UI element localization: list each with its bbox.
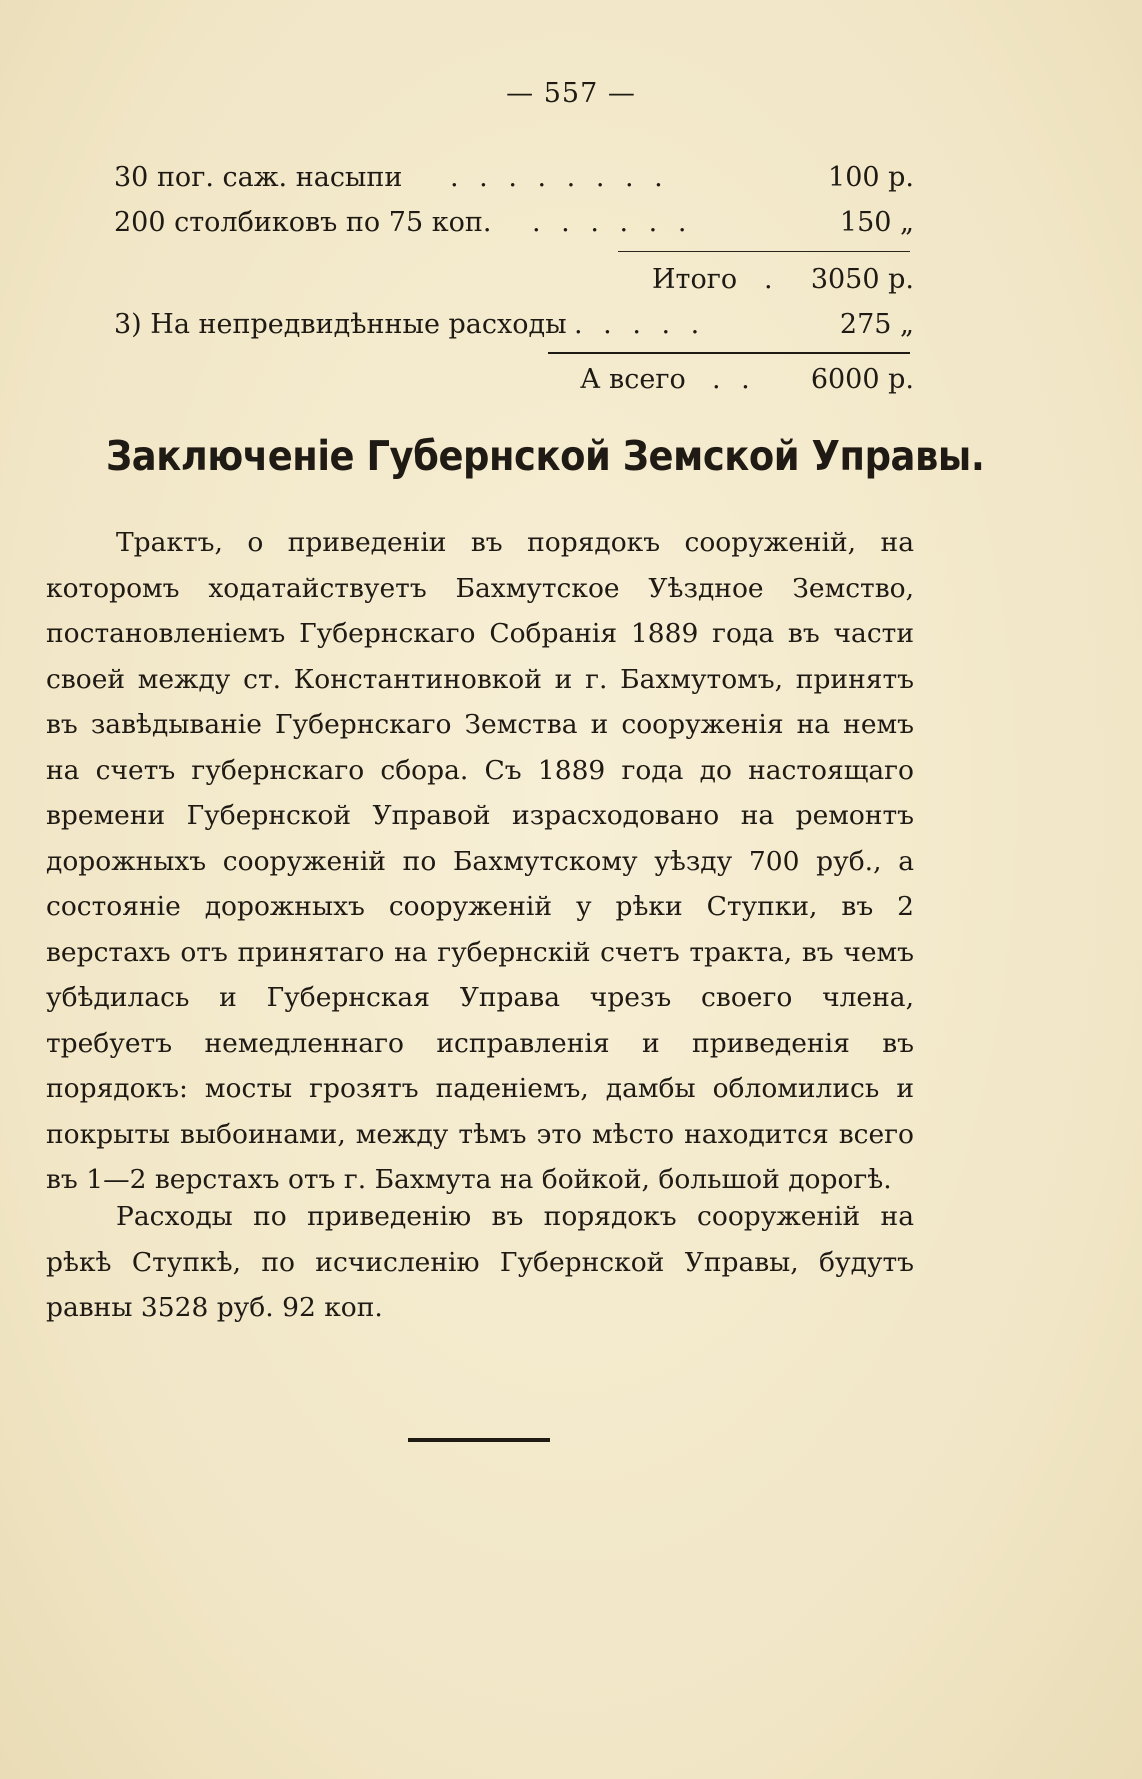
budget-row-dots: . . . . . . . . (450, 162, 669, 193)
paragraph-text: Трактъ, о приведеніи въ порядокъ сооруженій, на которомъ ходатайствуетъ Бахмутское Уѣздное Земство, постановленіемъ Губернскаго Собранія 1889 года въ части своей между ст. Константиновкой и г. Бахмутомъ, принятъ въ завѣдываніе Губернскаго Земства и сооруженія на немъ на счетъ губернскаго сбора. Съ 1889 года до настоящаго времени Губернской Управой израсходовано на ремонтъ дорожныхъ сооруженій по Бахмутскому уѣзду 700 руб., а состояніе дорожныхъ сооруженій у рѣки Ступки, въ 2 верстахъ отъ принятаго на губернскій счетъ тракта, въ чемъ убѣдилась и Губернская Управа чрезъ своего члена, требуетъ немедленнаго исправленія и приведенія въ порядокъ: мосты грозятъ паденіемъ, дамбы обломились и покрыты выбоинами, между тѣмъ это мѣсто находится всего въ 1—2 верстахъ отъ г. Бахмута на бойкой, большой дорогѣ. (46, 527, 914, 1195)
budget-row-label: 30 пог. саж. насыпи (114, 162, 403, 193)
budget-row-label: А всего (580, 364, 686, 395)
budget-row (114, 305, 914, 345)
budget-row-amount: 150 „ (839, 207, 914, 238)
page-number: — 557 — (506, 78, 636, 109)
body-paragraph (46, 1194, 914, 1331)
budget-row-amount: 6000 р. (810, 364, 914, 395)
paragraph-text: Расходы по приведенію въ порядокъ сооруженій на рѣкѣ Ступкѣ, по исчисленію Губернской Управы, будутъ равны 3528 руб. 92 коп. (46, 1201, 914, 1323)
section-heading: Заключеніе Губернской Земской Управы. (106, 432, 985, 480)
budget-row (114, 158, 914, 198)
budget-row (114, 203, 914, 243)
total-rule (548, 352, 910, 354)
budget-row-total (114, 360, 914, 400)
subtotal-rule (618, 251, 910, 252)
budget-row-label: 3) На непредвидѣнные расходы (114, 309, 567, 340)
budget-row-amount: 275 „ (839, 309, 914, 340)
budget-row-subtotal (114, 260, 914, 300)
budget-row-label: 200 столбиковъ по 75 коп. (114, 207, 492, 238)
budget-row-amount: 3050 р. (810, 264, 914, 295)
closing-rule (408, 1438, 550, 1442)
body-paragraph (46, 520, 914, 1203)
budget-row-dots: . . . . . (574, 309, 706, 340)
budget-row-dots: . . . . . . (532, 207, 693, 238)
budget-row-label: Итого (652, 264, 738, 295)
budget-row-dots: . . (712, 364, 756, 395)
budget-row-dots: . (764, 264, 779, 295)
budget-row-amount: 100 р. (828, 162, 914, 193)
